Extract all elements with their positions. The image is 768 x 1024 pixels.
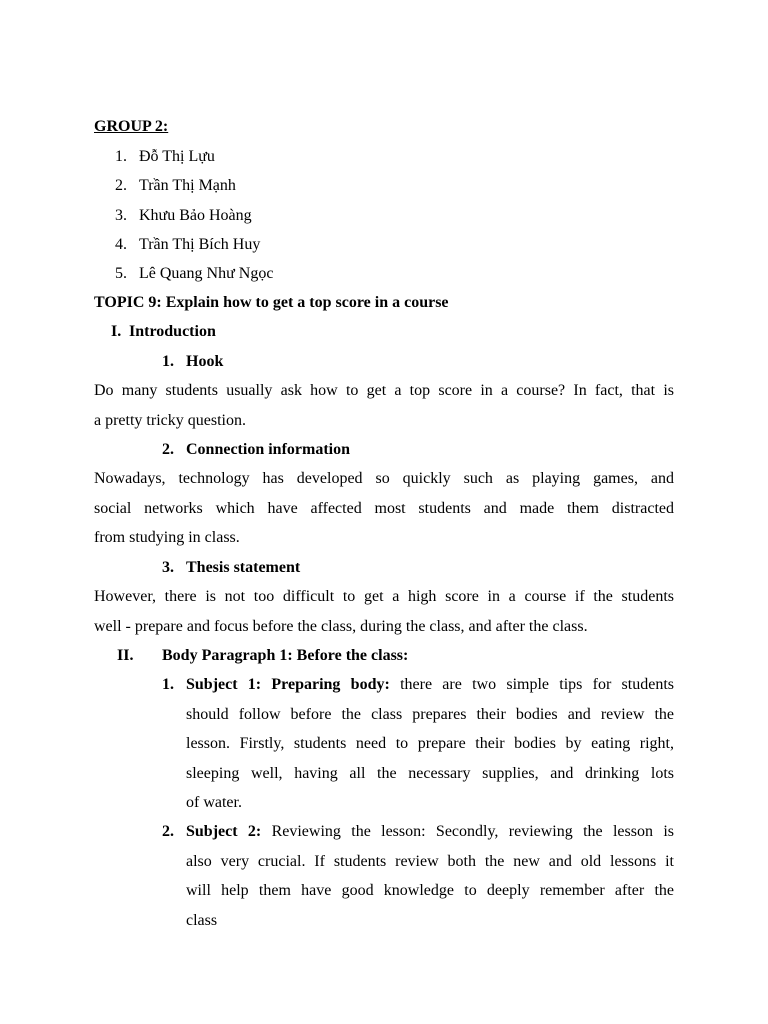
subject2-text-line: also very crucial. If students review both the new and old lessons it	[186, 853, 674, 870]
subsection-title-hook: Hook	[186, 353, 224, 370]
subject1-text-line: lesson. Firstly, students need to prepare their bodies by eating right,	[186, 735, 674, 752]
thesis-text-line: However, there is not too difficult to get a high score in a course if the students	[94, 588, 674, 605]
section-number: II.	[117, 647, 134, 664]
subject1-text: there are two simple tips for students	[389, 676, 674, 693]
member-number: 3.	[115, 207, 127, 224]
subject1-text-line: sleeping well, having all the necessary supplies, and drinking lots	[186, 765, 674, 782]
connection-text-line: social networks which have affected most students and made them distracted	[94, 500, 674, 517]
subject2-label: Subject 2:	[186, 823, 262, 840]
connection-text-line: from studying in class.	[94, 529, 240, 546]
section-title-body1: Body Paragraph 1: Before the class:	[162, 647, 409, 664]
member-name: Khưu Bảo Hoàng	[139, 207, 252, 224]
member-name: Lê Quang Như Ngọc	[139, 265, 274, 282]
subject1-first-line	[186, 675, 674, 695]
subject2-text: Reviewing the lesson: Secondly, reviewing the lesson is	[261, 823, 674, 840]
subject1-text-line: should follow before the class prepares their bodies and review the	[186, 706, 674, 723]
group-heading: GROUP 2:	[94, 118, 169, 135]
subject-number: 2.	[162, 823, 174, 840]
subject1-label: Subject 1: Preparing body:	[186, 676, 390, 693]
subsection-number: 1.	[162, 353, 174, 370]
connection-text-line: Nowadays, technology has developed so quickly such as playing games, and	[94, 470, 674, 487]
subsection-title-thesis: Thesis statement	[186, 559, 301, 576]
member-number: 4.	[115, 236, 127, 253]
member-number: 5.	[115, 265, 127, 282]
hook-text-line: a pretty tricky question.	[94, 412, 246, 429]
member-name: Trần Thị Mạnh	[139, 177, 236, 194]
subsection-number: 3.	[162, 559, 174, 576]
subject2-text-line: class	[186, 912, 218, 929]
member-name: Đỗ Thị Lựu	[139, 148, 215, 165]
section-number: I.	[111, 323, 122, 340]
subsection-title-connection: Connection information	[186, 441, 350, 458]
member-number: 1.	[115, 148, 127, 165]
subject2-first-line	[186, 822, 674, 842]
member-number: 2.	[115, 177, 127, 194]
member-name: Trần Thị Bích Huy	[139, 236, 261, 253]
subject2-text-line: will help them have good knowledge to deeply remember after the	[186, 882, 674, 899]
hook-text-line: Do many students usually ask how to get a top score in a course? In fact, that is	[94, 382, 674, 399]
topic-title: TOPIC 9: Explain how to get a top score in a course	[94, 294, 449, 311]
subject1-text-line: of water.	[186, 794, 242, 811]
subsection-number: 2.	[162, 441, 174, 458]
subject-number: 1.	[162, 676, 174, 693]
section-title-introduction: Introduction	[129, 323, 216, 340]
thesis-text-line: well - prepare and focus before the class, during the class, and after the class.	[94, 618, 588, 635]
